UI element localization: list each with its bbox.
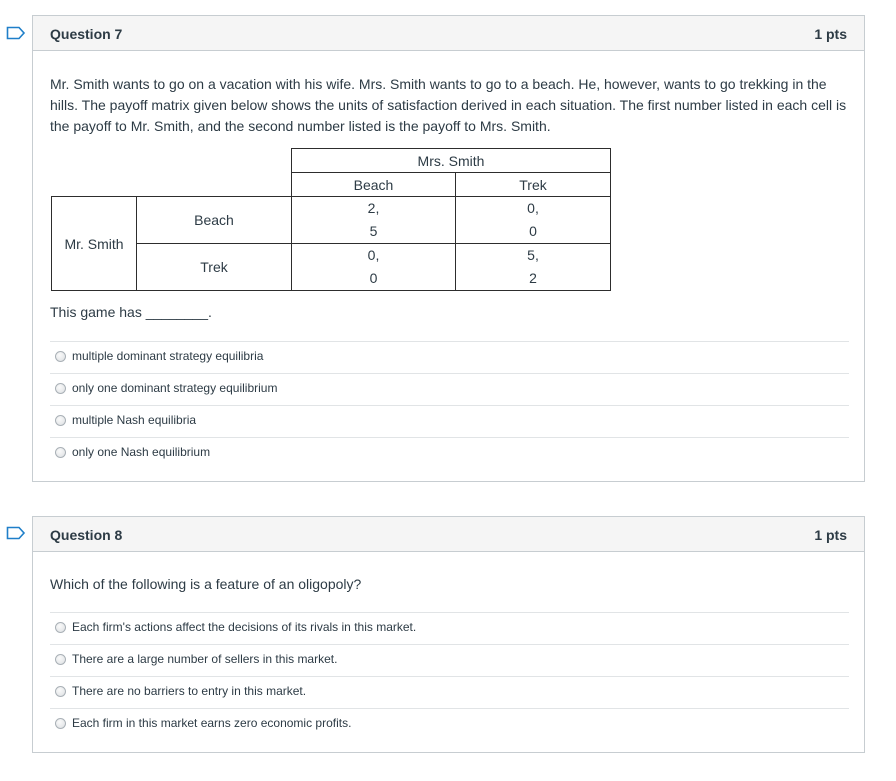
radio-button[interactable] <box>55 718 66 729</box>
answer-option[interactable] <box>50 437 849 468</box>
payoff-second: 2 <box>529 270 537 286</box>
answer-label[interactable]: Each firm's actions affect the decisions of its rivals in this market. <box>72 620 417 634</box>
radio-button[interactable] <box>55 415 66 426</box>
question-prompt: This game has ________. <box>50 304 212 320</box>
question-header <box>33 517 864 552</box>
payoff-cell-trek-trek <box>456 244 611 291</box>
answer-label[interactable]: There are no barriers to entry in this market. <box>72 684 307 698</box>
payoff-cell-beach-trek <box>456 197 611 244</box>
answer-label[interactable]: multiple dominant strategy equilibria <box>72 349 264 363</box>
column-strategy-trek: Trek <box>456 173 611 197</box>
payoff-first: 5, <box>527 247 539 263</box>
answer-list <box>50 612 849 739</box>
answer-label[interactable]: There are a large number of sellers in this market. <box>72 652 338 666</box>
answer-option[interactable] <box>50 644 849 675</box>
answer-option[interactable] <box>50 676 849 707</box>
payoff-matrix <box>51 148 611 291</box>
question-title: Question 7 <box>50 26 123 42</box>
payoff-second: 0 <box>369 270 378 286</box>
payoff-cell-trek-beach <box>292 244 456 291</box>
answer-option[interactable] <box>50 373 849 404</box>
radio-button[interactable] <box>55 622 66 633</box>
answer-option[interactable] <box>50 405 849 436</box>
question-7-card <box>32 15 865 482</box>
question-title: Question 8 <box>50 527 123 543</box>
radio-button[interactable] <box>55 686 66 697</box>
question-text: Which of the following is a feature of an oligopoly? <box>50 576 362 592</box>
answer-label[interactable]: multiple Nash equilibria <box>72 413 197 427</box>
answer-label[interactable]: only one Nash equilibrium <box>72 445 211 459</box>
radio-button[interactable] <box>55 383 66 394</box>
radio-button[interactable] <box>55 654 66 665</box>
row-strategy-trek: Trek <box>137 244 292 291</box>
question-text: Mr. Smith wants to go on a vacation with his wife. Mrs. Smith wants to go to a beach. He, however, wants to go trekking in the hills. The payoff matrix given below shows the units of satisfaction derived in each situation. The first number listed in each cell is the payoff to Mr. Smith, and the second number listed is the payoff to Mrs. Smith. <box>50 76 847 134</box>
column-strategy-beach: Beach <box>292 173 456 197</box>
answer-option[interactable] <box>50 612 849 643</box>
row-player-label: Mr. Smith <box>52 197 137 291</box>
answer-option[interactable] <box>50 341 849 372</box>
bookmark-flag-icon[interactable] <box>6 26 26 40</box>
row-strategy-beach: Beach <box>137 197 292 244</box>
radio-button[interactable] <box>55 447 66 458</box>
question-8-card <box>32 516 865 753</box>
payoff-first: 0, <box>367 247 380 263</box>
answer-option[interactable] <box>50 708 849 739</box>
question-header <box>33 16 864 51</box>
question-points: 1 pts <box>814 527 847 543</box>
bookmark-flag-icon[interactable] <box>6 526 26 540</box>
column-player-label: Mrs. Smith <box>292 149 611 173</box>
payoff-second: 0 <box>529 223 537 239</box>
payoff-cell-beach-beach <box>292 197 456 244</box>
answer-label[interactable]: only one dominant strategy equilibrium <box>72 381 278 395</box>
payoff-first: 0, <box>527 200 539 216</box>
payoff-first: 2, <box>367 200 380 216</box>
payoff-second: 5 <box>369 223 378 239</box>
radio-button[interactable] <box>55 351 66 362</box>
question-points: 1 pts <box>814 26 847 42</box>
answer-list <box>50 341 849 468</box>
answer-label[interactable]: Each firm in this market earns zero economic profits. <box>72 716 352 730</box>
